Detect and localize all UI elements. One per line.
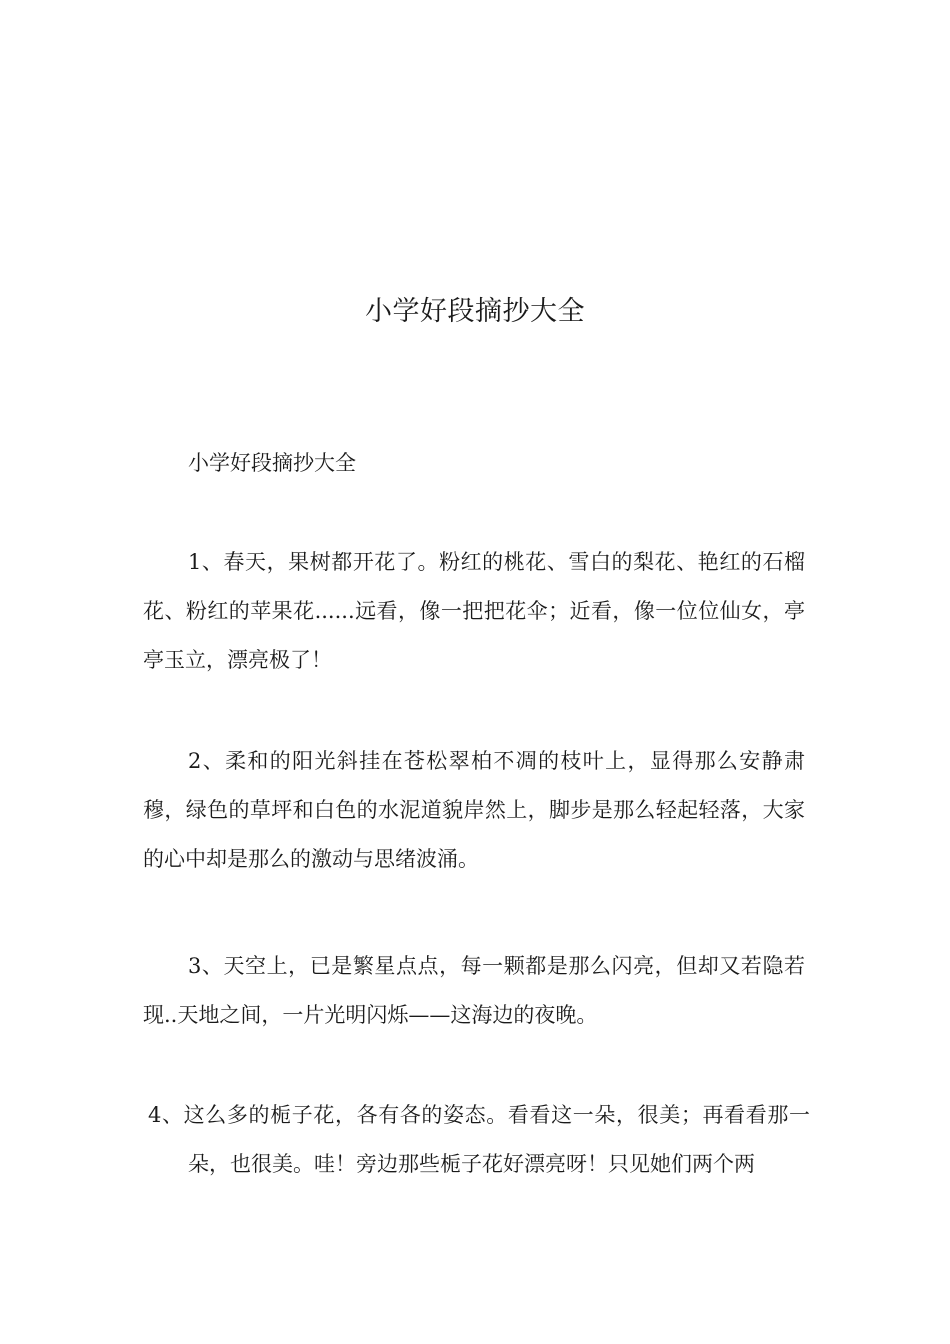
paragraph-4: 4、这么多的栀子花，各有各的姿态。看看这一朵，很美；再看看那一朵，也很美。哇！旁边那些栀子花好漂亮呀！只见她们两个两 xyxy=(148,1103,810,1176)
document-subtitle: 小学好段摘抄大全 xyxy=(188,451,356,475)
paragraph-3: 3、天空上，已是繁星点点，每一颗都是那么闪亮，但却又若隐若现..天地之间，一片光明闪烁——这海边的夜晚。 xyxy=(143,954,805,1027)
document-title: 小学好段摘抄大全 xyxy=(365,296,585,327)
paragraph-1: 1、春天，果树都开花了。粉红的桃花、雪白的梨花、艳红的石榴花、粉红的苹果花......远看，像一把把花伞；近看，像一位位仙女，亭亭玉立，漂亮极了！ xyxy=(143,550,805,672)
paragraph-2: 2、柔和的阳光斜挂在苍松翠柏不凋的枝叶上，显得那么安静肃穆，绿色的草坪和白色的水泥道貌岸然上，脚步是那么轻起轻落，大家的心中却是那么的激动与思绪波涌。 xyxy=(143,749,805,871)
